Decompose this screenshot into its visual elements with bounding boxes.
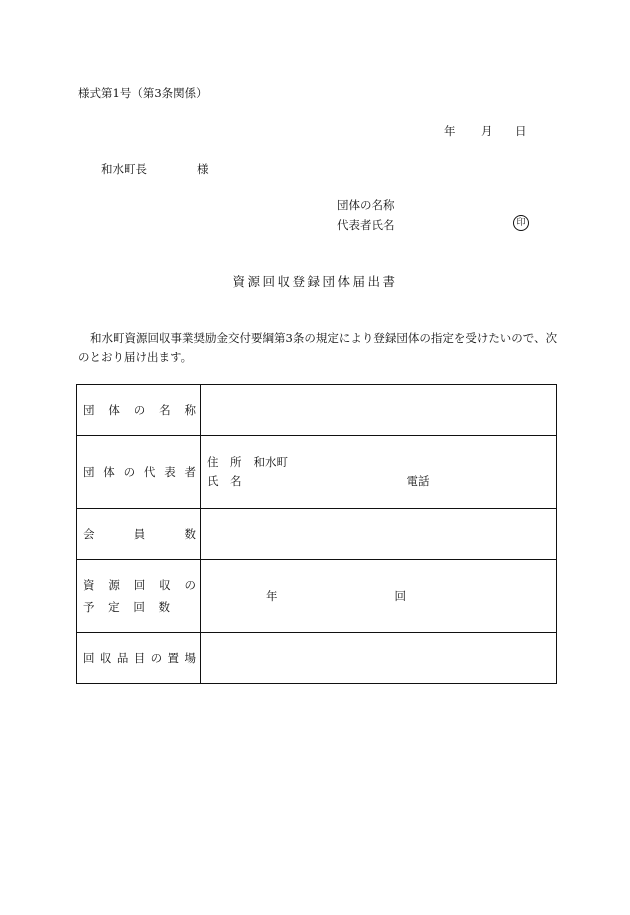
phone-label: 電話	[406, 474, 430, 488]
year-unit-label: 年	[266, 588, 278, 603]
name-label: 氏 名	[207, 474, 242, 488]
label-char: 会	[83, 527, 95, 541]
label-char: 数	[158, 600, 170, 614]
label-char: の	[184, 578, 196, 592]
label-char: 場	[184, 651, 196, 665]
table-row-schedule	[77, 560, 557, 633]
group-name-label-cell	[77, 385, 201, 436]
label-char: の	[133, 403, 146, 417]
label-char: の	[123, 465, 136, 479]
label-char: 代	[143, 465, 156, 479]
schedule-value-field[interactable]	[201, 560, 557, 633]
date-month-label: 月	[481, 124, 493, 138]
label-char: 体	[103, 465, 115, 479]
date-year-label: 年	[444, 124, 456, 138]
label-char: 定	[108, 600, 120, 614]
label-char: 目	[133, 651, 146, 665]
representative-label-cell	[77, 436, 201, 509]
date-day-label: 日	[515, 124, 527, 138]
label-char: 数	[184, 527, 196, 541]
storage-value-field[interactable]	[201, 633, 557, 684]
label-char: 回	[83, 651, 95, 665]
table-row-storage-place	[77, 633, 557, 684]
addressee-honorific: 様	[197, 162, 209, 176]
label-char: 称	[184, 403, 196, 417]
count-unit-label: 回	[394, 588, 406, 603]
label-char: 回	[133, 578, 146, 592]
form-number: 様式第1号（第3条関係）	[78, 86, 208, 100]
label-char: 品	[116, 651, 129, 665]
label-char: の	[150, 651, 163, 665]
table-row-members	[77, 509, 557, 560]
label-char: 体	[108, 403, 120, 417]
document-title: 資源回収登録団体届出書	[232, 274, 398, 289]
label-char: 表	[164, 465, 176, 479]
addressee-name: 和水町長	[101, 162, 147, 176]
applicant-group-name-label: 団体の名称	[337, 198, 395, 212]
group-name-value-field[interactable]	[201, 385, 557, 436]
label-char: 収	[99, 651, 112, 665]
table-row-group-name	[77, 385, 557, 436]
label-char: 収	[159, 578, 171, 592]
label-char: 予	[83, 600, 95, 614]
applicant-representative-label: 代表者氏名	[337, 218, 395, 232]
representative-value-field[interactable]	[201, 436, 557, 509]
seal-mark: 印	[513, 215, 529, 231]
label-char: 団	[83, 465, 95, 479]
label-char: 名	[159, 403, 171, 417]
label-char: 源	[108, 578, 120, 592]
address-label: 住 所	[207, 455, 242, 469]
address-value: 和水町	[253, 455, 288, 469]
schedule-label-cell	[77, 560, 201, 633]
body-paragraph: 和水町資源回収事業奨励金交付要綱第3条の規定により登録団体の指定を受けたいので、次のとおり届け出ます。	[78, 331, 558, 364]
label-char: 置	[167, 651, 180, 665]
label-char: 員	[133, 527, 146, 541]
members-value-field[interactable]	[201, 509, 557, 560]
members-label-cell	[77, 509, 201, 560]
table-row-representative	[77, 436, 557, 509]
label-char: 資	[83, 578, 95, 592]
registration-form-table	[76, 384, 557, 684]
label-char: 団	[83, 403, 95, 417]
label-char: 者	[184, 465, 196, 479]
storage-label-cell	[77, 633, 201, 684]
label-char: 回	[133, 600, 145, 614]
